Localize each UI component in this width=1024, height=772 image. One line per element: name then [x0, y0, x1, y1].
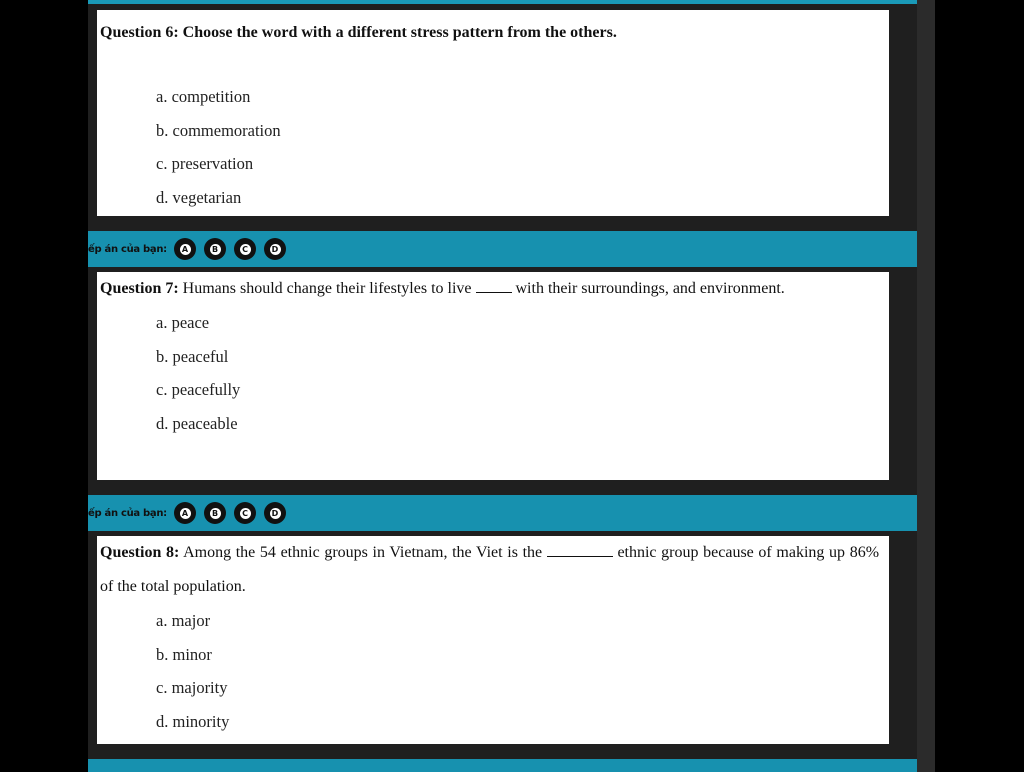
option-c: c. peacefully	[156, 380, 241, 399]
option-list	[100, 604, 879, 738]
answer-label: ếp án của bạn:	[88, 507, 167, 519]
answer-blank	[547, 542, 613, 557]
option-b: b. commemoration	[156, 120, 281, 140]
question-text	[100, 272, 879, 306]
option-d: d. vegetarian	[156, 187, 242, 207]
option-list	[100, 306, 879, 440]
question-number: Question 6:	[100, 24, 179, 41]
option-a: a. peace	[156, 313, 210, 332]
choice-b-button[interactable]: B	[204, 502, 226, 524]
option-a: a. major	[156, 611, 211, 630]
question-prompt: Choose the word with a different stress pattern from the others.	[182, 24, 617, 41]
option-c: c. majority	[156, 678, 228, 697]
scrollbar[interactable]	[917, 0, 935, 772]
question-card-7	[97, 272, 889, 480]
answer-label: ếp án của bạn:	[88, 243, 167, 255]
answer-bar-8	[88, 759, 917, 772]
answer-bar-7	[88, 495, 917, 531]
option-b: b. minor	[156, 644, 212, 664]
question-number: Question 7:	[100, 280, 179, 297]
option-b: b. peaceful	[156, 346, 229, 366]
choice-d-button[interactable]: D	[264, 238, 286, 260]
question-prompt-end: with their surroundings, and environment.	[515, 280, 785, 297]
question-text	[100, 16, 879, 50]
choice-c-button[interactable]: C	[234, 238, 256, 260]
question-prompt-start: Among the 54 ethnic groups in Vietnam, the Viet is the	[183, 544, 543, 561]
option-d: d. minority	[156, 711, 230, 731]
option-c: c. preservation	[156, 154, 254, 173]
question-number: Question 8:	[100, 544, 180, 561]
option-a: a. competition	[156, 87, 251, 106]
top-accent-bar	[88, 0, 917, 4]
choice-c-button[interactable]: C	[234, 502, 256, 524]
choice-a-button[interactable]: A	[174, 502, 196, 524]
choice-a-button[interactable]: A	[174, 238, 196, 260]
answer-bar-6	[88, 231, 917, 267]
question-card-6	[97, 10, 889, 216]
option-list	[100, 80, 879, 214]
question-prompt-end: ethnic group because of making up 86% of the total population.	[100, 544, 880, 595]
question-prompt-start: Humans should change their lifestyles to live	[182, 280, 472, 297]
answer-blank	[476, 278, 512, 293]
question-card-8	[97, 536, 889, 744]
choice-d-button[interactable]: D	[264, 502, 286, 524]
option-d: d. peaceable	[156, 413, 238, 433]
choice-b-button[interactable]: B	[204, 238, 226, 260]
question-text	[100, 536, 879, 604]
